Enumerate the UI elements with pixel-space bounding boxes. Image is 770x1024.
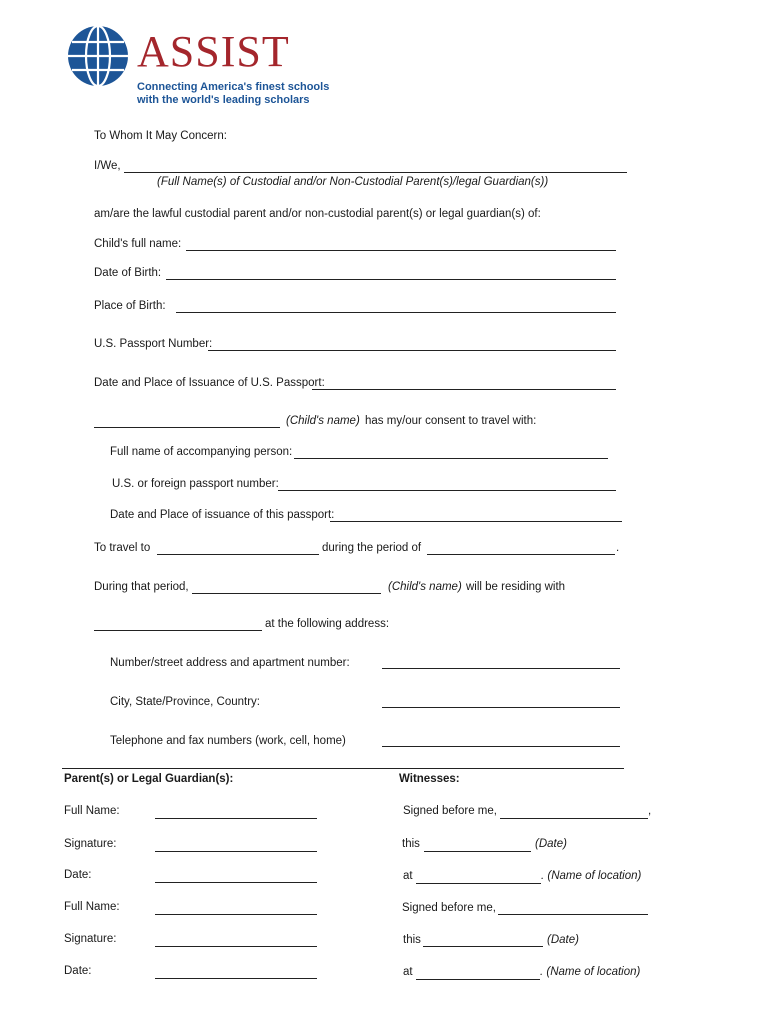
witness-1-this-label: this — [402, 838, 420, 850]
address-phone-field[interactable] — [382, 746, 620, 747]
iwe-caption: (Full Name(s) of Custodial and/or Non-Custodial Parent(s)/legal Guardian(s)) — [157, 176, 549, 188]
guardian-1-full-name-field[interactable] — [155, 818, 317, 819]
travel-period-field[interactable] — [427, 554, 615, 555]
guardian-2-date-label: Date: — [64, 965, 92, 977]
child-pob-field[interactable] — [176, 312, 616, 313]
companion-passport-number-field[interactable] — [278, 490, 616, 491]
guardians-header: Parent(s) or Legal Guardian(s): — [64, 773, 234, 785]
child-passport-issuance-field[interactable] — [312, 389, 616, 390]
child-full-name-label: Child's full name: — [94, 238, 182, 250]
companion-passport-issuance-label: Date and Place of issuance of this passport: — [110, 509, 335, 521]
section-divider — [62, 768, 624, 769]
child-pob-label: Place of Birth: — [94, 300, 166, 312]
witness-1-signed-label: Signed before me, — [403, 805, 497, 817]
companion-passport-number-label: U.S. or foreign passport number: — [112, 478, 279, 490]
host-name-field[interactable] — [94, 630, 262, 631]
witness-1-date-field[interactable] — [424, 851, 531, 852]
witness-2-signed-label: Signed before me, — [402, 902, 496, 914]
brand-tagline-1: Connecting America's finest schools — [137, 81, 330, 93]
witnesses-header: Witnesses: — [399, 773, 460, 785]
companion-full-name-label: Full name of accompanying person: — [110, 446, 293, 458]
companion-passport-issuance-field[interactable] — [330, 521, 622, 522]
child-dob-field[interactable] — [166, 279, 616, 280]
iwe-label: I/We, — [94, 160, 121, 172]
travel-period-end: . — [616, 542, 620, 554]
witness-2-date-note: (Date) — [547, 934, 579, 946]
iwe-field[interactable] — [124, 172, 627, 173]
residing-suffix: will be residing with — [466, 581, 566, 593]
child-passport-issuance-label: Date and Place of Issuance of U.S. Passport: — [94, 377, 325, 389]
custodial-statement: am/are the lawful custodial parent and/or non-custodial parent(s) or legal guardian(s) of: — [94, 208, 541, 220]
globe-logo-icon — [66, 24, 130, 88]
address-city-label: City, State/Province, Country: — [110, 696, 260, 708]
guardian-2-signature-field[interactable] — [155, 946, 317, 947]
witness-2-at-label: at — [403, 966, 413, 978]
address-street-field[interactable] — [382, 668, 620, 669]
child-full-name-field[interactable] — [186, 250, 616, 251]
residing-prefix: During that period, — [94, 581, 189, 593]
guardian-1-date-field[interactable] — [155, 882, 317, 883]
witness-1-signer-field[interactable] — [500, 818, 648, 819]
brand-tagline — [137, 81, 329, 107]
guardian-1-signature-field[interactable] — [155, 851, 317, 852]
brand-name: ASSIST — [137, 27, 290, 76]
witness-2-this-label: this — [403, 934, 421, 946]
address-city-field[interactable] — [382, 707, 620, 708]
guardian-2-full-name-field[interactable] — [155, 914, 317, 915]
guardian-2-signature-label: Signature: — [64, 933, 117, 945]
consent-text: has my/our consent to travel with: — [365, 415, 537, 427]
address-street-label: Number/street address and apartment number: — [110, 657, 350, 669]
consent-child-name-field[interactable] — [94, 427, 280, 428]
witness-1-comma: , — [648, 805, 652, 817]
guardian-1-full-name-label: Full Name: — [64, 805, 120, 817]
witness-1-at-label: at — [403, 870, 413, 882]
witness-2-signer-field[interactable] — [498, 914, 648, 915]
travel-period-label: during the period of — [322, 542, 422, 554]
child-passport-number-field[interactable] — [208, 350, 616, 351]
residing-child-name-note: (Child's name) — [388, 581, 462, 593]
witness-1-date-note: (Date) — [535, 838, 567, 850]
witness-1-location-note: . (Name of location) — [541, 870, 642, 882]
guardian-2-full-name-label: Full Name: — [64, 901, 120, 913]
child-dob-label: Date of Birth: — [94, 267, 162, 279]
address-intro: at the following address: — [265, 618, 390, 630]
companion-full-name-field[interactable] — [294, 458, 608, 459]
brand-tagline-2: with the world's leading scholars — [137, 94, 310, 106]
residing-child-name-field[interactable] — [192, 593, 381, 594]
salutation: To Whom It May Concern: — [94, 130, 227, 142]
travel-destination-field[interactable] — [157, 554, 319, 555]
witness-2-location-field[interactable] — [416, 979, 540, 980]
witness-2-date-field[interactable] — [423, 946, 543, 947]
guardian-1-date-label: Date: — [64, 869, 92, 881]
address-phone-label: Telephone and fax numbers (work, cell, home) — [110, 735, 346, 747]
travel-to-label: To travel to — [94, 542, 151, 554]
guardian-2-date-field[interactable] — [155, 978, 317, 979]
witness-1-location-field[interactable] — [416, 883, 541, 884]
witness-2-location-note: . (Name of location) — [540, 966, 641, 978]
guardian-1-signature-label: Signature: — [64, 838, 117, 850]
consent-child-name-note: (Child's name) — [286, 415, 360, 427]
child-passport-number-label: U.S. Passport Number: — [94, 338, 213, 350]
